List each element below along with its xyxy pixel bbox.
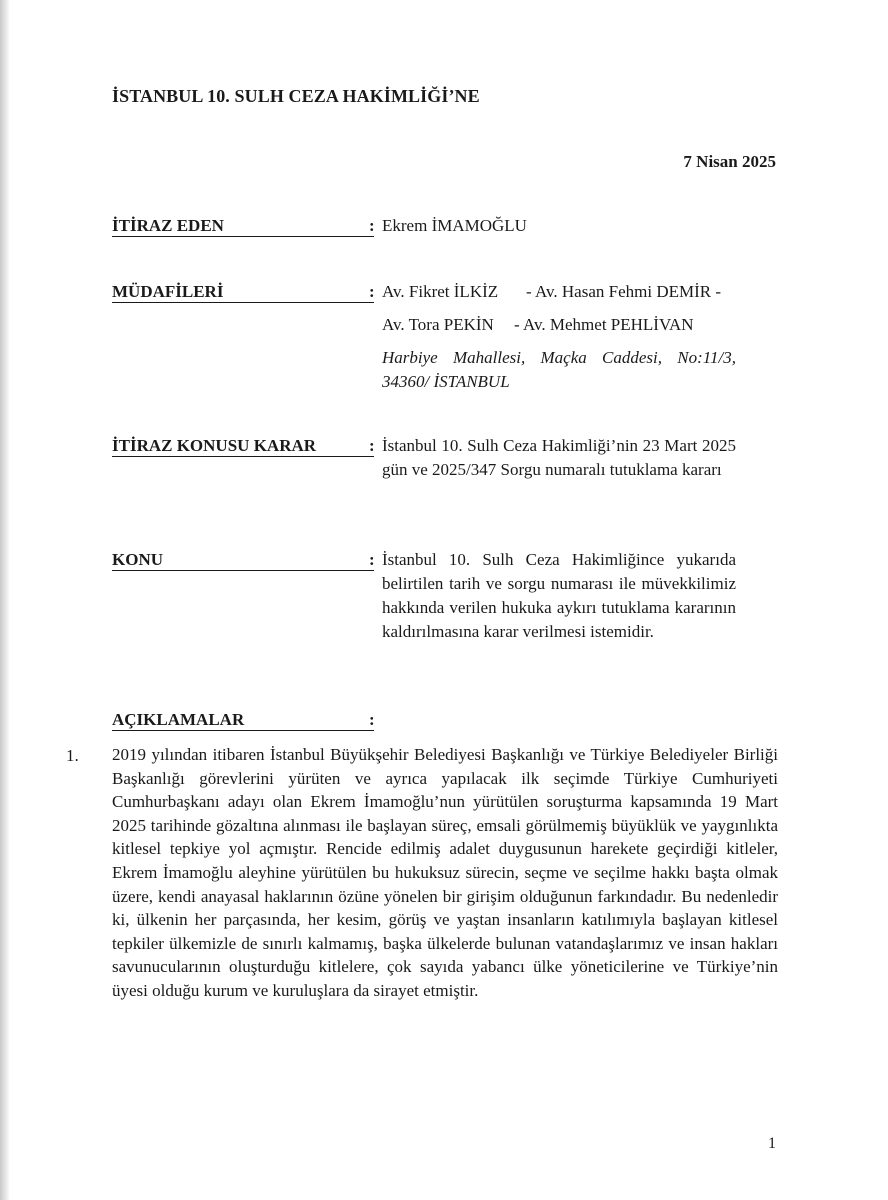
counsel-lawyer-2: - Av. Hasan Fehmi DEMİR - (526, 282, 722, 301)
counsel-colon: : (369, 282, 375, 301)
subject-description: İstanbul 10. Sulh Ceza Hakimliğince yukarıda belirtilen tarih ve sorgu numarası ile müvekkilimiz hakkında verilen hukuka aykırı tutuklama kararının kaldırılmasına karar verilmesi istemidir. (382, 550, 736, 641)
objector-colon: : (369, 216, 375, 235)
objector-label: İTİRAZ EDEN (112, 216, 374, 237)
counsel-address: Harbiye Mahallesi, Maçka Caddesi, No:11/3, 34360/ İSTANBUL (382, 348, 736, 391)
counsel-lawyer-4: - Av. Mehmet PEHLİVAN (514, 315, 694, 334)
explanations-label: AÇIKLAMALAR (112, 710, 374, 731)
page-number: 1 (768, 1135, 776, 1152)
decision-colon: : (369, 436, 375, 455)
subject-colon: : (369, 550, 375, 569)
decision-description: İstanbul 10. Sulh Ceza Hakimliği’nin 23 Mart 2025 gün ve 2025/347 Sorgu numaralı tutuklama kararı (382, 436, 736, 479)
decision-label: İTİRAZ KONUSU KARAR (112, 436, 374, 457)
counsel-lawyer-3: Av. Tora PEKİN (382, 315, 494, 334)
counsel-label: MÜDAFİLERİ (112, 282, 374, 303)
paragraph-text: 2019 yılından itibaren İstanbul Büyükşehir Belediyesi Başkanlığı ve Türkiye Belediyeler Birliği Başkanlığı görevlerini yürüten ve ayrıca yapılacak ilk seçimde Türkiye Cumhuriyeti Cumhurbaşkanı adayı olan Ekrem İmamoğlu’nun yürütülen soruşturma kapsamında 19 Mart 2025 tarihinde gözaltına alınması ile başlayan süreç, emsali görülmemiş büyüklük ve yaygınlıkta kitlesel tepkiye yol açmıştır. Rencide edilmiş adalet duygusunun harekete geçirdiği kitleler, Ekrem İmamoğlu aleyhine yürütülen bu hukuksuz sürecin, seçme ve seçilme hakkı başta olmak üzere, kendi anayasal haklarının özüne yönelen bir girişim olduğunun farkındadır. Bu nedenledir ki, ülkenin her parçasında, her kesim, görüş ve yaştan insanların katılımıyla başlayan kitlesel tepkiler ülkemizle de sınırlı kalmamış, başka ülkelerde bulunan vatandaşlarımız ve insan hakları savunucularının oluşturduğu kitlelere, çok sayıda yabancı ülke yöneticilerine ve Türkiye’nin üyesi olduğu kurum ve kuruluşlara da sirayet etmiştir. (112, 745, 778, 1000)
court-heading: İSTANBUL 10. SULH CEZA HAKİMLİĞİ’NE (112, 86, 480, 106)
objector-name: Ekrem İMAMOĞLU (382, 216, 527, 235)
paragraph-number: 1. (66, 746, 79, 765)
document-date: 7 Nisan 2025 (683, 152, 776, 171)
explanations-colon: : (369, 710, 375, 729)
counsel-lawyer-1: Av. Fikret İLKİZ (382, 282, 499, 301)
subject-label: KONU (112, 550, 374, 571)
